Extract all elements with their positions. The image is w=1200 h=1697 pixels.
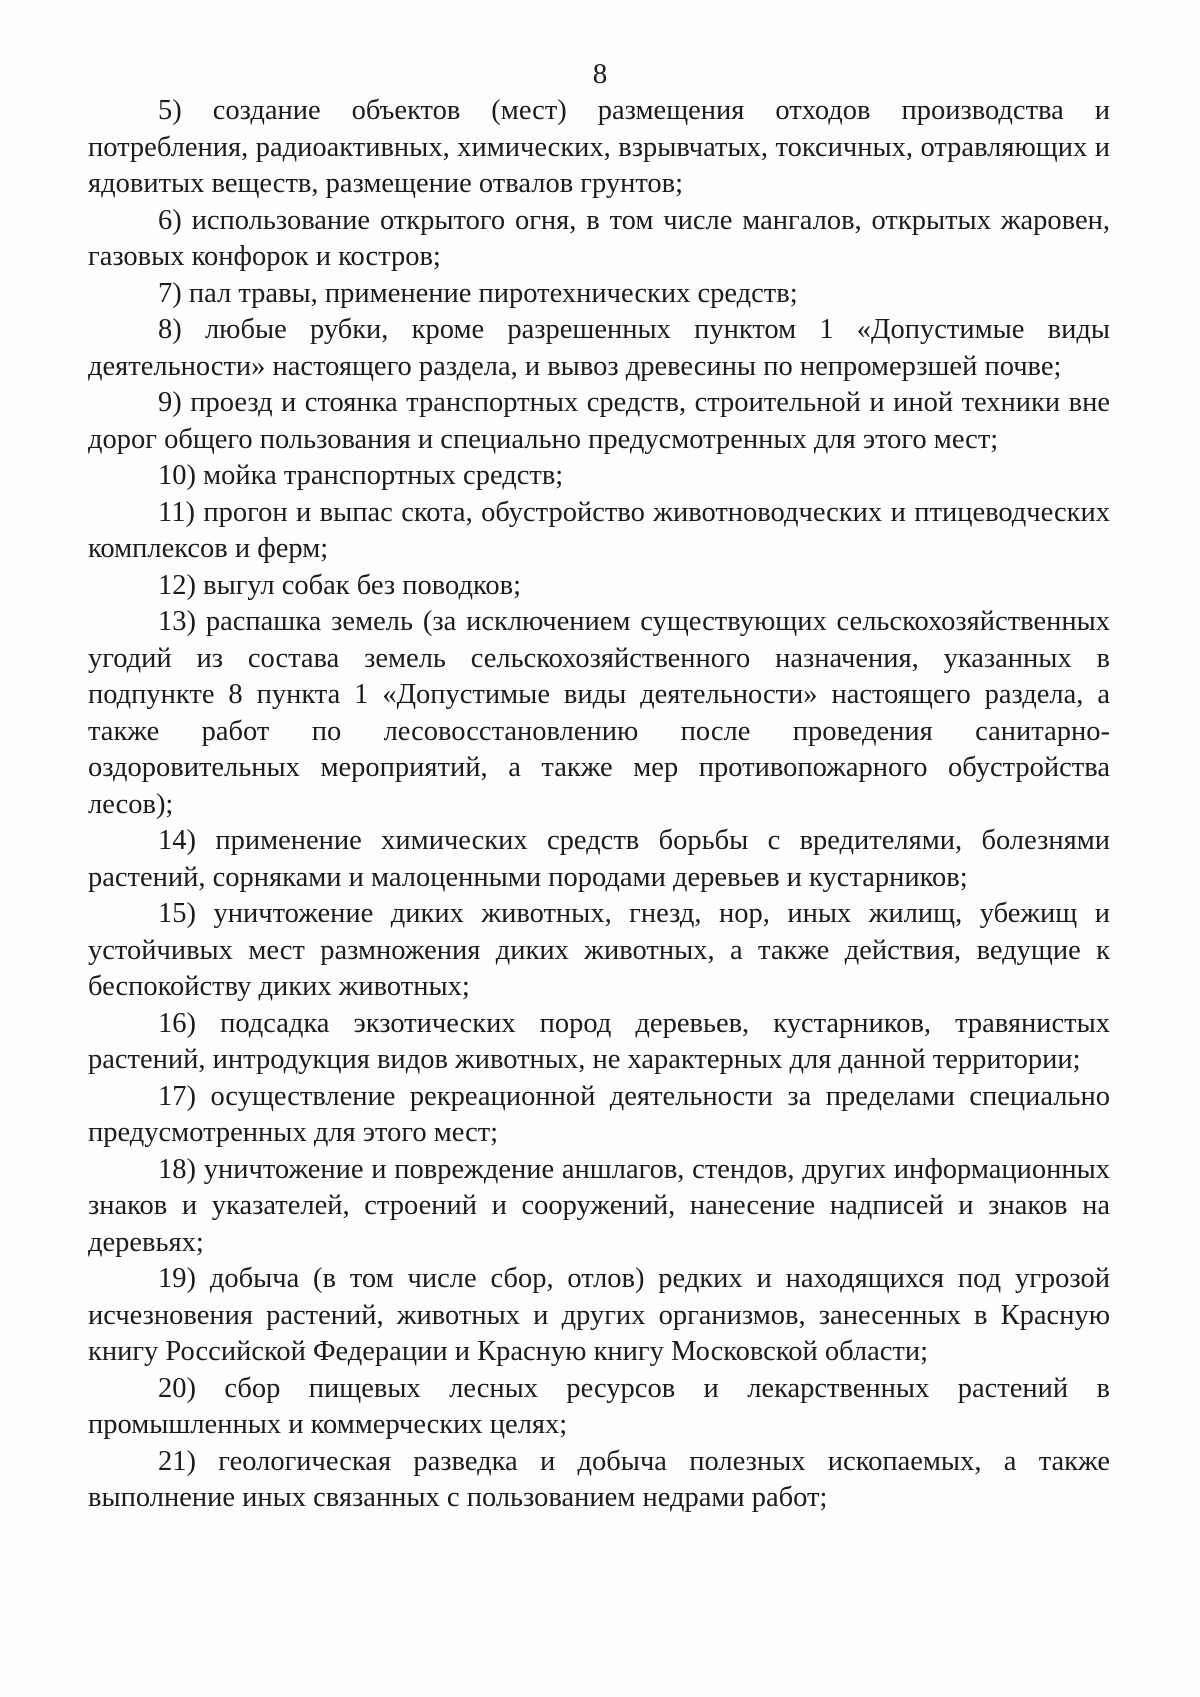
list-item: 12) выгул собак без поводков; xyxy=(158,569,521,601)
list-item: 6) использование открытого огня, в том числе мангалов, открытых жаровен, газовых конфорок и костров; xyxy=(88,204,1110,272)
list-item: 14) применение химических средств борьбы с вредителями, болезнями растений, сорняками и малоценными породами деревьев и кустарников; xyxy=(88,825,1110,893)
list-item: 8) любые рубки, кроме разрешенных пунктом 1 «Допустимые виды деятельности» настоящего раздела, и вывоз древесины по непромерзшей почве; xyxy=(88,314,1110,382)
list-item: 18) уничтожение и повреждение аншлагов, стендов, других информационных знаков и указателей, строений и сооружений, нанесение надписей и знаков на деревьях; xyxy=(88,1153,1110,1258)
list-item: 11) прогон и выпас скота, обустройство животноводческих и птицеводческих комплексов и ферм; xyxy=(88,496,1110,564)
list-item: 21) геологическая разведка и добыча полезных ископаемых, а также выполнение иных связанных с пользованием недрами работ; xyxy=(88,1445,1110,1513)
list-item: 19) добыча (в том числе сбор, отлов) редких и находящихся под угрозой исчезновения растений, животных и других организмов, занесенных в Красную книгу Российской Федерации и Красную книгу Московской области; xyxy=(88,1263,1110,1367)
list-item: 20) сбор пищевых лесных ресурсов и лекарственных растений в промышленных и коммерческих целях; xyxy=(88,1372,1110,1440)
list-item: 9) проезд и стоянка транспортных средств, строительной и иной техники вне дорог общего пользования и специально предусмотренных для этого мест; xyxy=(88,387,1110,455)
list-item: 15) уничтожение диких животных, гнезд, нор, иных жилищ, убежищ и устойчивых мест размножения диких животных, а также действия, ведущие к беспокойству диких животных; xyxy=(88,898,1110,1002)
list-item: 7) пал травы, применение пиротехнических средств; xyxy=(158,277,798,309)
prohibited-activities-list xyxy=(88,93,1110,1517)
list-item: 13) распашка земель (за исключением существующих сельскохозяйственных угодий из состава земель сельскохозяйственного назначения, указанных в подпункте 8 пункта 1 «Допустимые виды деятельности» настоящего раздела, а также работ по лесовосстановлению после проведения санитарно-оздоровительных мероприятий, а также мер противопожарного обустройства лесов); xyxy=(88,606,1110,820)
list-item: 5) создание объектов (мест) размещения отходов производства и потребления, радиоактивных, химических, взрывчатых, токсичных, отравляющих и ядовитых веществ, размещение отвалов грунтов; xyxy=(88,95,1110,199)
list-item: 10) мойка транспортных средств; xyxy=(158,460,564,491)
list-item: 16) подсадка экзотических пород деревьев, кустарников, травянистых растений, интродукция видов животных, не характерных для данной территории; xyxy=(88,1007,1110,1075)
page-number: 8 xyxy=(592,58,608,90)
list-item: 17) осуществление рекреационной деятельности за пределами специально предусмотренных для этого мест; xyxy=(88,1080,1110,1148)
